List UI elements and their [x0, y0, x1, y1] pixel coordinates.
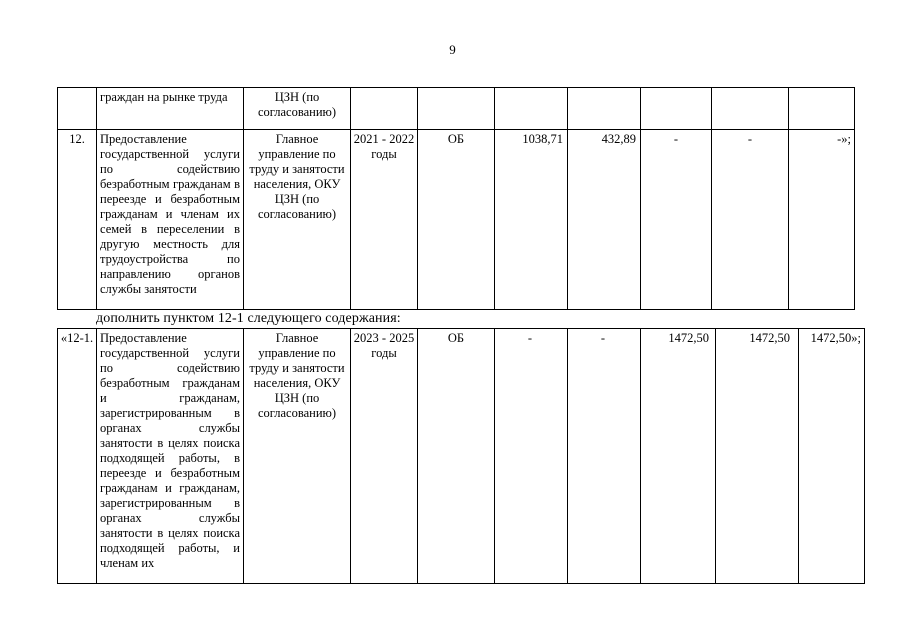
- cell-value-3: -: [641, 130, 712, 310]
- cell-value-5: [789, 88, 855, 130]
- program-table-part-1: [57, 87, 855, 310]
- cell-executor: ЦЗН (по согласованию): [244, 88, 351, 130]
- cell-value-2: [568, 88, 641, 130]
- cell-description: Предоставление государственной услуги по содействию безработным гражданам в переезде и безработным гражданам и членам их семей в переселении в другую местность для трудоустройства по направлению органов службы занятости: [97, 130, 244, 310]
- cell-value-1: [495, 88, 568, 130]
- cell-source: [418, 88, 495, 130]
- amendment-text: дополнить пунктом 12-1 следующего содержания:: [96, 311, 401, 326]
- cell-source: ОБ: [418, 329, 495, 584]
- cell-description: Предоставление государственной услуги по содействию безработным гражданам и гражданам, зарегистрированным в органах службы занятости в целях поиска подходящей работы, в переезде и безработным гражданам и гражданам, зарегистрированным в органах службы занятости в целях поиска подходящей работы, и членам их: [97, 329, 244, 584]
- table-row-12-1: [58, 329, 865, 584]
- cell-num: 12.: [58, 130, 97, 310]
- cell-value-3: [641, 88, 712, 130]
- cell-num: «12-1.: [58, 329, 97, 584]
- program-table-part-2: [57, 328, 865, 584]
- cell-value-5: -»;: [789, 130, 855, 310]
- cell-num: [58, 88, 97, 130]
- cell-executor: Главное управление по труду и занятости населения, ОКУ ЦЗН (по согласованию): [244, 130, 351, 310]
- cell-years: 2023 - 2025 годы: [351, 329, 418, 584]
- cell-source: ОБ: [418, 130, 495, 310]
- table-row-continued: [58, 88, 855, 130]
- cell-value-1: 1038,71: [495, 130, 568, 310]
- cell-years: [351, 88, 418, 130]
- cell-value-2: -: [568, 329, 641, 584]
- cell-description: граждан на рынке труда: [97, 88, 244, 130]
- cell-value-4: -: [712, 130, 789, 310]
- table-row-12: [58, 130, 855, 310]
- page-number: 9: [449, 42, 456, 57]
- cell-executor: Главное управление по труду и занятости населения, ОКУ ЦЗН (по согласованию): [244, 329, 351, 584]
- cell-value-4: [712, 88, 789, 130]
- cell-value-3: 1472,50: [641, 329, 716, 584]
- cell-years: 2021 - 2022 годы: [351, 130, 418, 310]
- cell-value-2: 432,89: [568, 130, 641, 310]
- cell-value-1: -: [495, 329, 568, 584]
- cell-value-4: 1472,50: [716, 329, 799, 584]
- cell-value-5: 1472,50»;: [799, 329, 865, 584]
